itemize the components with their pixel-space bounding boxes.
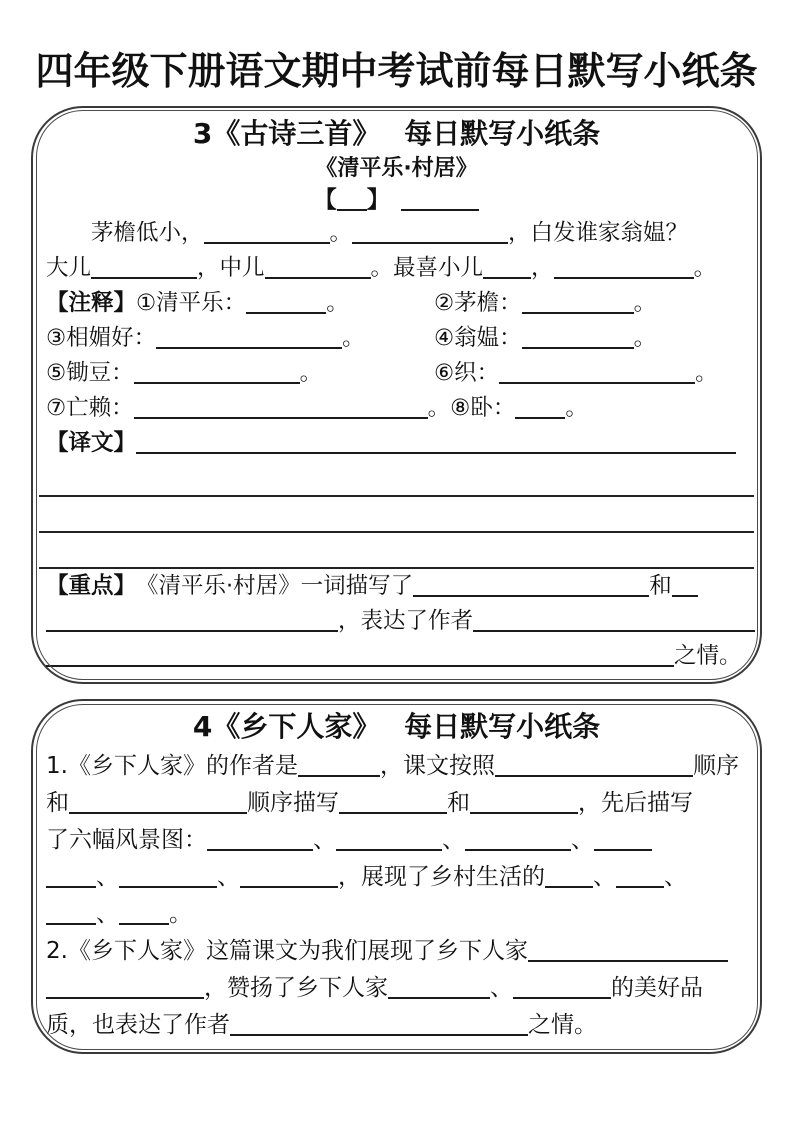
blank-field bbox=[483, 259, 531, 279]
question-line bbox=[46, 859, 747, 896]
text-run: 【 bbox=[313, 187, 337, 214]
blank-field bbox=[240, 868, 338, 888]
text-run: 之情。 bbox=[528, 1012, 597, 1039]
text-run: 。 bbox=[695, 360, 718, 387]
text-run: 、 bbox=[96, 864, 119, 891]
blank-field bbox=[230, 1016, 528, 1036]
blank-field bbox=[91, 259, 197, 279]
blank-field bbox=[207, 831, 313, 851]
blank-field bbox=[352, 224, 508, 244]
text-run: ③相媚好： bbox=[46, 325, 157, 352]
text-run: 顺序 bbox=[692, 753, 739, 780]
blank-field bbox=[515, 399, 565, 419]
text-run: ，赞扬了乡下人家 bbox=[204, 975, 388, 1002]
author-line bbox=[46, 184, 747, 216]
notes-row-full bbox=[46, 391, 747, 426]
ruled-line bbox=[39, 497, 754, 533]
ruled-line bbox=[39, 533, 754, 569]
text-run: ④翁媪： bbox=[434, 325, 522, 352]
text-run: 、 bbox=[490, 975, 513, 1002]
poem-title: 《清平乐·村居》 bbox=[315, 156, 478, 182]
text-run: 、 bbox=[442, 827, 465, 854]
text-run: 了六幅风景图： bbox=[46, 827, 207, 854]
text-run: 。 bbox=[342, 325, 365, 352]
question-line bbox=[46, 785, 747, 822]
blank-field bbox=[46, 612, 338, 632]
text-run: ，中儿 bbox=[197, 255, 265, 282]
blank-field bbox=[465, 831, 571, 851]
text-run: 、 bbox=[571, 827, 594, 854]
text-run: 、 bbox=[664, 864, 687, 891]
text-run: 。 bbox=[633, 325, 657, 352]
text-run: 。 bbox=[169, 901, 192, 928]
text-run: 和 bbox=[649, 573, 672, 600]
text-run: 顺序描写 bbox=[247, 790, 339, 817]
text-run: ，先后描写 bbox=[578, 790, 693, 817]
blank-field bbox=[134, 364, 300, 384]
blank-field bbox=[265, 259, 371, 279]
blank-field bbox=[470, 794, 578, 814]
blank-field bbox=[204, 224, 330, 244]
text-run: ，展现了乡村生活的 bbox=[338, 864, 545, 891]
text-run: 【重点】 bbox=[46, 573, 125, 600]
blank-field bbox=[119, 868, 217, 888]
text-run: 。 bbox=[326, 290, 349, 317]
blank-field bbox=[594, 831, 652, 851]
notes-row bbox=[46, 286, 747, 321]
blank-field bbox=[46, 905, 96, 925]
blank-field bbox=[522, 329, 634, 349]
question-line bbox=[46, 933, 747, 970]
text-run: 。 bbox=[299, 360, 323, 387]
blank-field bbox=[136, 434, 736, 454]
section2-heading: 4《乡下人家》 每日默写小纸条 bbox=[192, 710, 601, 744]
blank-field bbox=[473, 612, 755, 632]
keypoints-line bbox=[46, 639, 747, 674]
blank-field bbox=[134, 399, 428, 419]
note-cell bbox=[46, 321, 434, 356]
translation-line bbox=[46, 426, 747, 461]
section1-heading: 3《古诗三首》 每日默写小纸条 bbox=[192, 116, 601, 150]
note-cell bbox=[46, 286, 434, 321]
text-run: 、 bbox=[313, 827, 336, 854]
text-run: 茅檐低小， bbox=[46, 220, 204, 247]
keypoints-line bbox=[46, 569, 747, 604]
text-run: 和 bbox=[447, 790, 470, 817]
text-run: 2.《乡下人家》这篇课文为我们展现了乡下人家 bbox=[46, 938, 528, 965]
text-run: 。最喜小儿 bbox=[370, 255, 484, 282]
text-run: ⑤锄豆： bbox=[46, 360, 134, 387]
text-run bbox=[125, 573, 148, 599]
poem-line bbox=[46, 251, 747, 286]
note-cell bbox=[434, 321, 747, 356]
blank-field bbox=[499, 364, 695, 384]
notes-row bbox=[46, 356, 747, 391]
blank-field bbox=[522, 294, 634, 314]
ruled-line bbox=[39, 461, 754, 497]
text-run: 。⑧卧： bbox=[427, 395, 516, 422]
blank-field bbox=[672, 577, 698, 597]
blank-field bbox=[119, 905, 169, 925]
section-card-xiangxiarenjia bbox=[31, 699, 762, 1054]
keypoints-line bbox=[46, 604, 747, 639]
note-cell bbox=[46, 356, 434, 391]
text-run: 、 bbox=[96, 901, 119, 928]
text-run: ⑦亡赖： bbox=[46, 395, 134, 422]
text-run: 的美好品 bbox=[611, 975, 703, 1002]
text-run: 【注释】 bbox=[46, 290, 137, 317]
text-run: 、 bbox=[217, 864, 240, 891]
text-run: 【译文】 bbox=[46, 430, 137, 457]
question2-block bbox=[46, 933, 747, 1044]
notes-row bbox=[46, 321, 747, 356]
text-run: ，白发谁家翁媪？ bbox=[508, 220, 689, 247]
text-run: 、 bbox=[593, 864, 616, 891]
text-run: ， bbox=[531, 255, 554, 282]
question-line bbox=[46, 896, 747, 933]
text-run: 1.《乡下人家》的作者是 bbox=[46, 753, 298, 780]
blank-field bbox=[69, 794, 247, 814]
text-run: ，课文按照 bbox=[379, 753, 495, 780]
text-run: ，表达了作者 bbox=[338, 608, 474, 635]
section-card-gushi bbox=[31, 106, 762, 685]
blank-field bbox=[46, 979, 204, 999]
blank-field bbox=[339, 794, 447, 814]
blank-field bbox=[46, 647, 674, 667]
translation-ruled-lines bbox=[46, 461, 747, 569]
blank-field bbox=[545, 868, 593, 888]
question-line bbox=[46, 822, 747, 859]
text-run: 】 bbox=[366, 187, 379, 214]
text-run: 和 bbox=[46, 790, 69, 817]
keypoints-block bbox=[46, 569, 747, 674]
text-run: ①清平乐： bbox=[136, 290, 247, 317]
poem-line bbox=[46, 216, 747, 251]
blank-field bbox=[513, 979, 611, 999]
text-run: 质，也表达了作者 bbox=[46, 1012, 230, 1039]
blank-field bbox=[528, 942, 728, 962]
blank-field bbox=[413, 577, 649, 597]
blank-field bbox=[156, 329, 342, 349]
blank-field bbox=[337, 191, 367, 211]
question-line bbox=[46, 1007, 747, 1044]
blank-field bbox=[388, 979, 490, 999]
note-cell bbox=[434, 356, 747, 391]
blank-field bbox=[336, 831, 442, 851]
text-run: ②茅檐： bbox=[434, 290, 522, 317]
blank-field bbox=[401, 191, 479, 211]
text-run: 之情。 bbox=[674, 643, 742, 670]
blank-field bbox=[46, 868, 96, 888]
blank-field bbox=[616, 868, 664, 888]
page-title: 四年级下册语文期中考试前每日默写小纸条 bbox=[35, 49, 758, 93]
blank-field bbox=[298, 757, 380, 777]
text-run: 。 bbox=[329, 220, 353, 247]
text-run: 。 bbox=[565, 395, 588, 422]
blank-field bbox=[495, 757, 693, 777]
question-line bbox=[46, 970, 747, 1007]
text-run bbox=[378, 187, 401, 213]
text-run: 《清平乐·村居》一词描写了 bbox=[147, 573, 414, 600]
text-run: 。 bbox=[633, 290, 657, 317]
poem-block bbox=[46, 216, 747, 286]
blank-field bbox=[246, 294, 326, 314]
text-run: 。 bbox=[693, 255, 717, 282]
text-run: 大儿 bbox=[46, 255, 92, 282]
note-cell bbox=[434, 286, 747, 321]
question-line bbox=[46, 748, 747, 785]
question1-block bbox=[46, 748, 747, 933]
blank-field bbox=[554, 259, 694, 279]
text-run: ⑥织： bbox=[434, 360, 500, 387]
